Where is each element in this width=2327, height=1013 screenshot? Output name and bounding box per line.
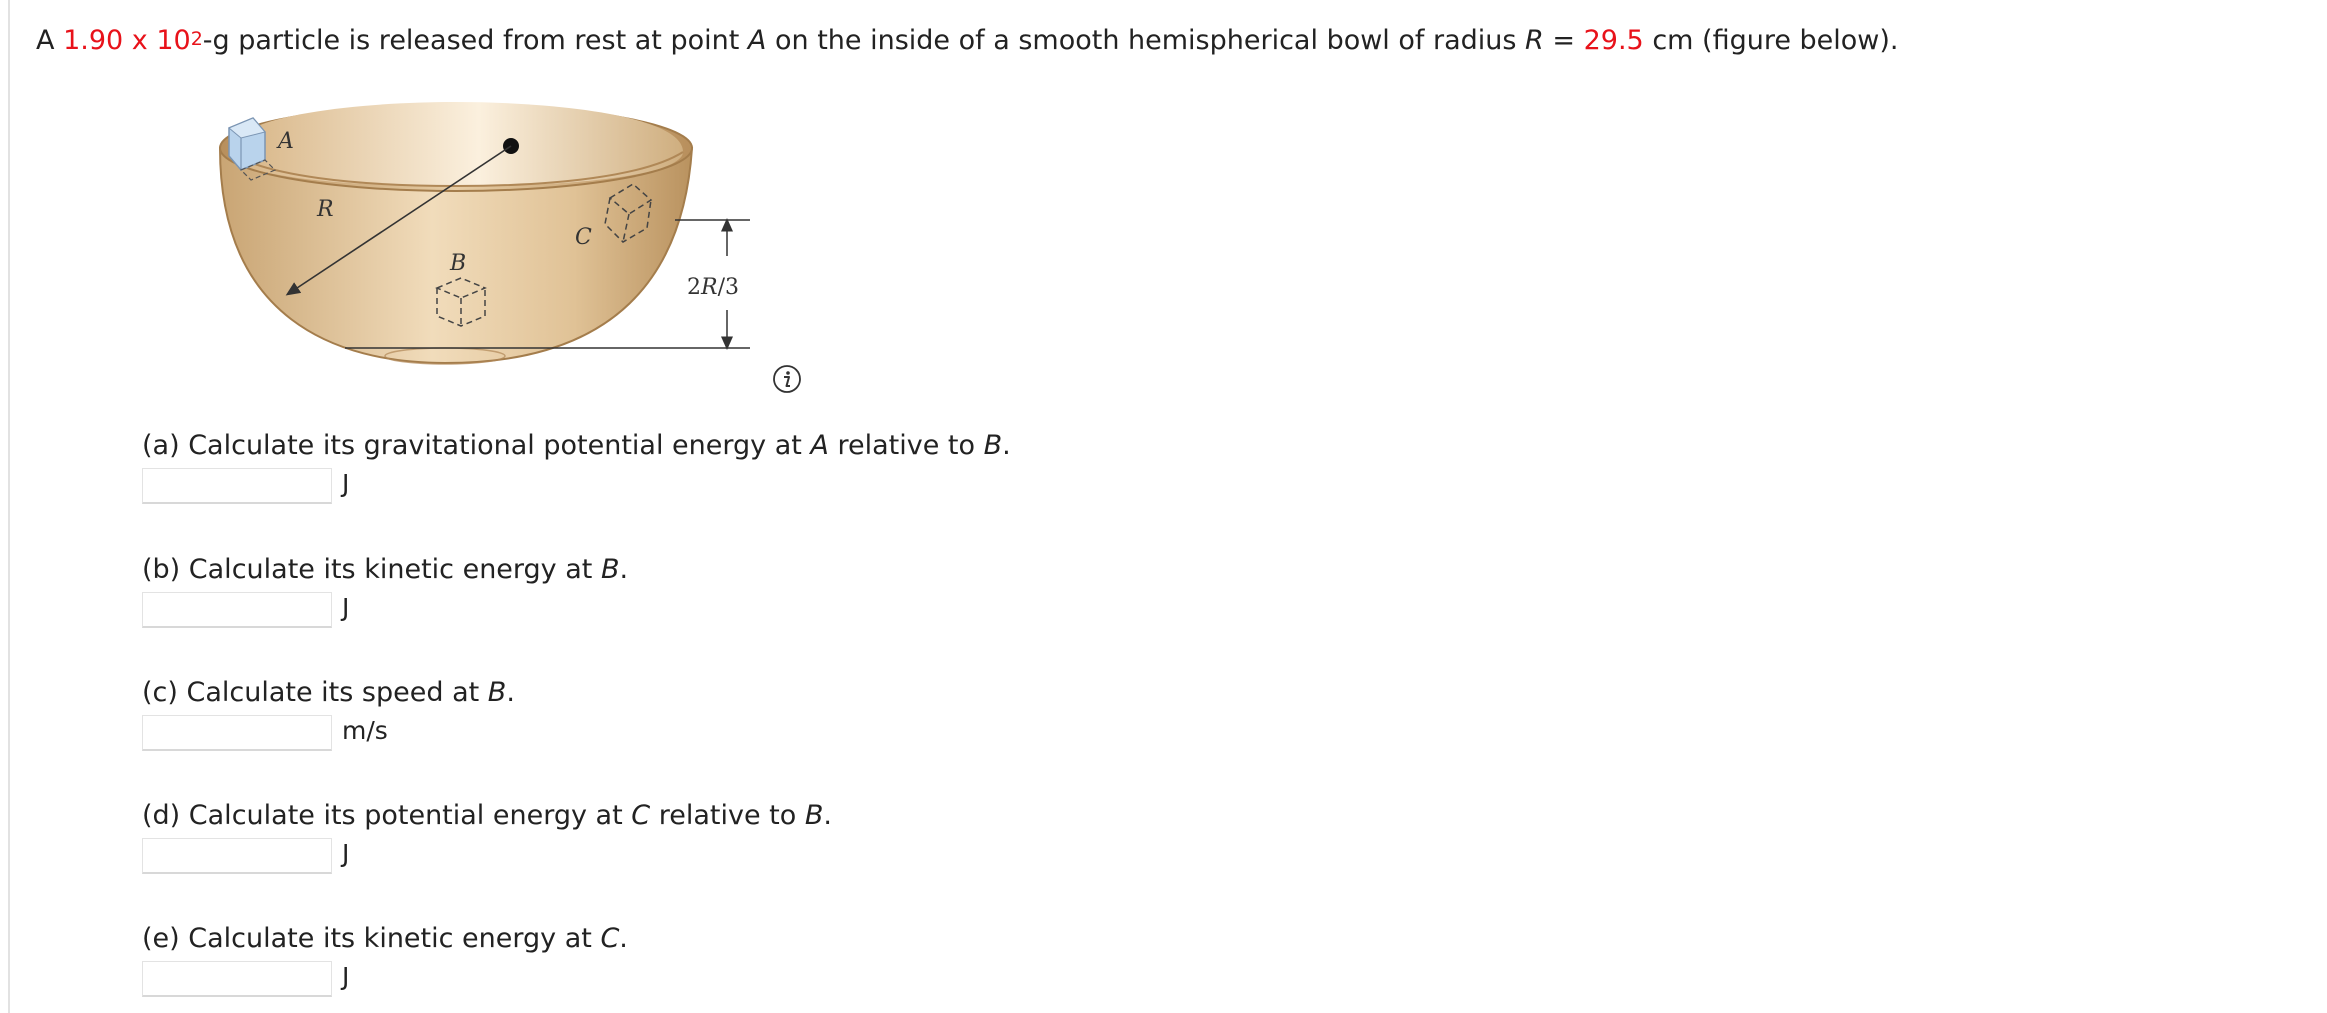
mass-exponent: 2 (190, 28, 203, 50)
figure-label-b: B (450, 251, 467, 276)
problem-statement (36, 22, 1899, 60)
intro-text-1: A (36, 25, 64, 56)
answer-a-unit: J (342, 469, 350, 498)
radius-variable: R (1525, 25, 1544, 56)
intro-text-3: on the inside of a smooth hemispherical bowl of radius (766, 25, 1526, 56)
answer-d-input[interactable] (142, 838, 332, 874)
answer-e-input[interactable] (142, 961, 332, 997)
question-e-text: (e) Calculate its kinetic energy at C. (142, 923, 628, 954)
intro-text-4: cm (figure below). (1643, 25, 1899, 56)
mass-mantissa: 1.90 x 10 (63, 25, 191, 56)
point-a-label: A (747, 25, 767, 56)
intro-text-2: -g particle is released from rest at point (202, 25, 748, 56)
figure-label-height: 2R/3 (687, 275, 739, 300)
question-e (142, 921, 1342, 997)
question-a (142, 428, 1342, 504)
figure-label-r: R (317, 197, 334, 222)
figure-label-c: C (575, 225, 592, 250)
question-a-text: (a) Calculate its gravitational potential energy at A relative to B. (142, 430, 1011, 461)
answer-d-unit: J (342, 839, 350, 868)
answer-b-unit: J (342, 593, 350, 622)
answer-b-input[interactable] (142, 592, 332, 628)
mass-value (63, 25, 203, 56)
left-border (8, 0, 10, 1013)
question-b-text: (b) Calculate its kinetic energy at B. (142, 554, 629, 585)
question-b (142, 552, 1342, 628)
answer-a-input[interactable] (142, 468, 332, 504)
question-d-text: (d) Calculate its potential energy at C relative to B. (142, 800, 832, 831)
question-c (142, 675, 1342, 751)
answer-c-input[interactable] (142, 715, 332, 751)
question-d (142, 798, 1342, 874)
info-icon[interactable] (772, 364, 802, 394)
answer-c-unit: m/s (342, 716, 388, 745)
answer-e-unit: J (342, 962, 350, 991)
question-c-text: (c) Calculate its speed at B. (142, 677, 515, 708)
figure-label-a: A (278, 129, 294, 154)
bowl-figure (205, 88, 825, 408)
bowl-inside (229, 102, 683, 186)
equals-sign: = (1543, 25, 1584, 56)
radius-value: 29.5 (1583, 25, 1644, 56)
